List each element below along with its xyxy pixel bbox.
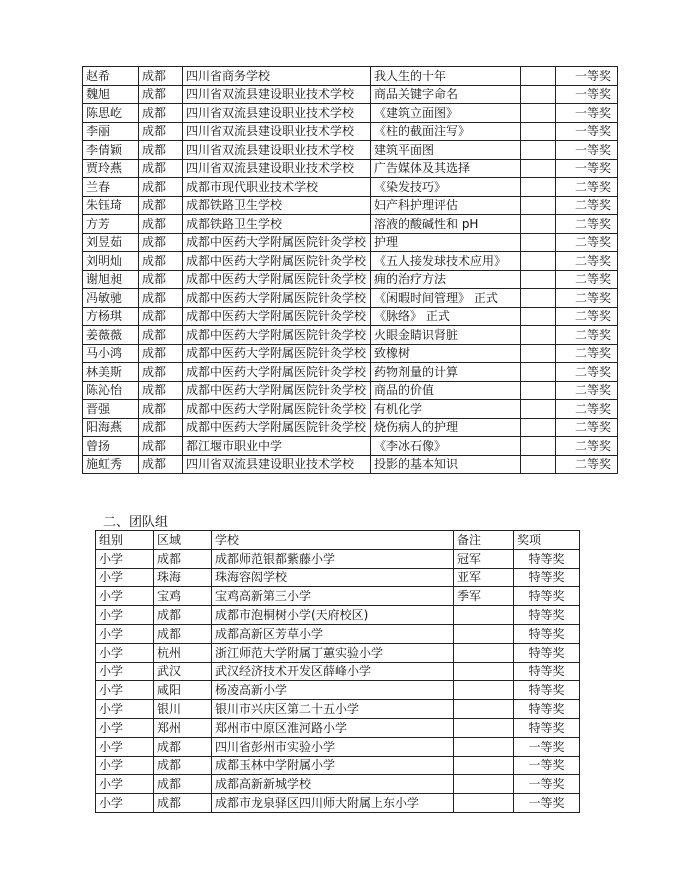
school-cell: 四川省双流县建设职业技术学校 xyxy=(183,159,371,178)
note-cell: 冠军 xyxy=(454,549,514,568)
school-cell: 成都中医药大学附属医院针灸学校 xyxy=(183,344,371,363)
school-cell: 成都市现代职业技术学校 xyxy=(183,178,371,197)
name-cell: 贾玲燕 xyxy=(83,159,139,178)
name-cell: 刘昱茹 xyxy=(83,233,139,252)
award-cell: 二等奖 xyxy=(556,270,618,289)
work-title-cell: 建筑平面图 xyxy=(371,141,521,160)
table-row xyxy=(96,681,580,700)
region-cell: 成都 xyxy=(139,437,183,456)
blank-cell xyxy=(521,289,556,308)
region-cell: 成都 xyxy=(139,455,183,474)
blank-cell xyxy=(521,252,556,271)
name-cell: 方芳 xyxy=(83,215,139,234)
region-cell: 成都 xyxy=(154,737,212,756)
name-cell: 陈沁怡 xyxy=(83,381,139,400)
work-title-cell: 妇产科护理评估 xyxy=(371,196,521,215)
group-cell: 小学 xyxy=(96,606,154,625)
table-row xyxy=(83,455,618,474)
work-title-cell: 《建筑立面图》 xyxy=(371,104,521,123)
table-row xyxy=(96,568,580,587)
region-cell: 珠海 xyxy=(154,568,212,587)
school-cell: 成都中医药大学附属医院针灸学校 xyxy=(183,418,371,437)
note-cell: 季军 xyxy=(454,587,514,606)
work-title-cell: 溶液的酸碱性和 pH xyxy=(371,215,521,234)
region-cell: 成都 xyxy=(139,363,183,382)
table-row xyxy=(83,141,618,160)
table-row xyxy=(83,178,618,197)
region-cell: 成都 xyxy=(139,326,183,345)
region-cell: 成都 xyxy=(139,85,183,104)
name-cell: 李倩颖 xyxy=(83,141,139,160)
group-cell: 小学 xyxy=(96,700,154,719)
award-cell: 特等奖 xyxy=(514,568,580,587)
school-cell: 成都铁路卫生学校 xyxy=(183,215,371,234)
name-cell: 谢旭昶 xyxy=(83,270,139,289)
blank-cell xyxy=(521,307,556,326)
name-cell: 魏旭 xyxy=(83,85,139,104)
award-cell: 二等奖 xyxy=(556,196,618,215)
table-row xyxy=(96,624,580,643)
blank-cell xyxy=(521,178,556,197)
name-cell: 朱钰琦 xyxy=(83,196,139,215)
table-row xyxy=(96,718,580,737)
award-cell: 二等奖 xyxy=(556,215,618,234)
blank-cell xyxy=(521,381,556,400)
table-row xyxy=(83,344,618,363)
work-title-cell: 痈的治疗方法 xyxy=(371,270,521,289)
award-cell: 二等奖 xyxy=(556,252,618,271)
school-cell: 四川省双流县建设职业技术学校 xyxy=(183,104,371,123)
table-row xyxy=(83,85,618,104)
table-row xyxy=(96,549,580,568)
region-cell: 成都 xyxy=(139,252,183,271)
award-cell: 二等奖 xyxy=(556,289,618,308)
region-cell: 成都 xyxy=(139,289,183,308)
work-title-cell: 致橡树 xyxy=(371,344,521,363)
school-cell: 成都铁路卫生学校 xyxy=(183,196,371,215)
region-cell: 成都 xyxy=(139,141,183,160)
award-cell: 一等奖 xyxy=(514,775,580,794)
group-cell: 小学 xyxy=(96,568,154,587)
name-cell: 兰春 xyxy=(83,178,139,197)
note-cell xyxy=(454,662,514,681)
team-awards-body xyxy=(96,549,580,812)
work-title-cell: 《柱的截面注写》 xyxy=(371,122,521,141)
award-cell: 二等奖 xyxy=(556,363,618,382)
group-cell: 小学 xyxy=(96,549,154,568)
name-cell: 冯敏驰 xyxy=(83,289,139,308)
award-cell: 二等奖 xyxy=(556,326,618,345)
name-cell: 姜薇薇 xyxy=(83,326,139,345)
blank-cell xyxy=(521,122,556,141)
note-cell xyxy=(454,624,514,643)
blank-cell xyxy=(521,455,556,474)
region-cell: 成都 xyxy=(139,159,183,178)
table-row xyxy=(83,326,618,345)
school-cell: 杨凌高新小学 xyxy=(212,681,454,700)
award-cell: 二等奖 xyxy=(556,455,618,474)
blank-cell xyxy=(521,85,556,104)
note-cell xyxy=(454,718,514,737)
name-cell: 陈思屹 xyxy=(83,104,139,123)
region-cell: 成都 xyxy=(139,381,183,400)
region-cell: 郑州 xyxy=(154,718,212,737)
work-title-cell: 《脉络》 正式 xyxy=(371,307,521,326)
region-cell: 成都 xyxy=(139,215,183,234)
award-cell: 一等奖 xyxy=(514,794,580,813)
award-cell: 一等奖 xyxy=(556,85,618,104)
section-title-team: 二、团队组 xyxy=(103,515,169,530)
blank-cell xyxy=(521,363,556,382)
note-cell xyxy=(454,700,514,719)
award-cell: 二等奖 xyxy=(556,344,618,363)
group-cell: 小学 xyxy=(96,587,154,606)
team-awards-table xyxy=(95,530,580,813)
table-row xyxy=(83,307,618,326)
award-cell: 一等奖 xyxy=(556,141,618,160)
award-cell: 特等奖 xyxy=(514,624,580,643)
name-cell: 刘明灿 xyxy=(83,252,139,271)
table-row xyxy=(83,437,618,456)
school-cell: 四川省双流县建设职业技术学校 xyxy=(183,85,371,104)
work-title-cell: 《闲暇时间管理》 正式 xyxy=(371,289,521,308)
school-cell: 成都中医药大学附属医院针灸学校 xyxy=(183,233,371,252)
group-cell: 小学 xyxy=(96,737,154,756)
blank-cell xyxy=(521,418,556,437)
header-note: 备注 xyxy=(454,531,514,550)
blank-cell xyxy=(521,104,556,123)
header-group: 组别 xyxy=(96,531,154,550)
group-cell: 小学 xyxy=(96,718,154,737)
region-cell: 成都 xyxy=(139,270,183,289)
group-cell: 小学 xyxy=(96,662,154,681)
award-cell: 一等奖 xyxy=(556,159,618,178)
region-cell: 咸阳 xyxy=(154,681,212,700)
table-row xyxy=(96,587,580,606)
school-cell: 四川省双流县建设职业技术学校 xyxy=(183,141,371,160)
work-title-cell: 药物剂量的计算 xyxy=(371,363,521,382)
school-cell: 成都中医药大学附属医院针灸学校 xyxy=(183,307,371,326)
work-title-cell: 火眼金睛识肾脏 xyxy=(371,326,521,345)
table-row xyxy=(83,381,618,400)
table-row xyxy=(96,643,580,662)
table-row xyxy=(96,737,580,756)
school-cell: 武汉经济技术开发区薛峰小学 xyxy=(212,662,454,681)
table-row xyxy=(83,104,618,123)
award-cell: 特等奖 xyxy=(514,643,580,662)
award-cell: 一等奖 xyxy=(514,737,580,756)
work-title-cell: 《五人接发球技术应用》 xyxy=(371,252,521,271)
table-row xyxy=(83,418,618,437)
school-cell: 都江堰市职业中学 xyxy=(183,437,371,456)
work-title-cell: 烧伤病人的护理 xyxy=(371,418,521,437)
team-header-row xyxy=(96,531,580,550)
award-cell: 二等奖 xyxy=(556,418,618,437)
name-cell: 施虹秀 xyxy=(83,455,139,474)
table-row xyxy=(83,252,618,271)
header-award: 奖项 xyxy=(514,531,580,550)
blank-cell xyxy=(521,326,556,345)
blank-cell xyxy=(521,196,556,215)
school-cell: 成都玉林中学附属小学 xyxy=(212,756,454,775)
blank-cell xyxy=(521,400,556,419)
work-title-cell: 我人生的十年 xyxy=(371,67,521,86)
award-cell: 一等奖 xyxy=(514,756,580,775)
region-cell: 成都 xyxy=(139,307,183,326)
region-cell: 成都 xyxy=(139,418,183,437)
table-row xyxy=(83,196,618,215)
note-cell: 亚军 xyxy=(454,568,514,587)
blank-cell xyxy=(521,159,556,178)
blank-cell xyxy=(521,233,556,252)
award-cell: 特等奖 xyxy=(514,700,580,719)
school-cell: 郑州市中原区淮河路小学 xyxy=(212,718,454,737)
group-cell: 小学 xyxy=(96,681,154,700)
note-cell xyxy=(454,775,514,794)
region-cell: 宝鸡 xyxy=(154,587,212,606)
award-cell: 一等奖 xyxy=(556,122,618,141)
note-cell xyxy=(454,737,514,756)
table-row xyxy=(96,794,580,813)
note-cell xyxy=(454,756,514,775)
blank-cell xyxy=(521,344,556,363)
individual-awards-table xyxy=(82,66,618,474)
school-cell: 成都中医药大学附属医院针灸学校 xyxy=(183,326,371,345)
region-cell: 成都 xyxy=(139,233,183,252)
region-cell: 成都 xyxy=(154,794,212,813)
award-cell: 二等奖 xyxy=(556,437,618,456)
group-cell: 小学 xyxy=(96,624,154,643)
header-region: 区域 xyxy=(154,531,212,550)
table-row xyxy=(96,606,580,625)
school-cell: 成都中医药大学附属医院针灸学校 xyxy=(183,270,371,289)
school-cell: 成都中医药大学附属医院针灸学校 xyxy=(183,289,371,308)
school-cell: 成都中医药大学附属医院针灸学校 xyxy=(183,381,371,400)
school-cell: 成都中医药大学附属医院针灸学校 xyxy=(183,363,371,382)
blank-cell xyxy=(521,437,556,456)
school-cell: 成都高新区芳草小学 xyxy=(212,624,454,643)
group-cell: 小学 xyxy=(96,756,154,775)
blank-cell xyxy=(521,270,556,289)
award-cell: 二等奖 xyxy=(556,400,618,419)
award-cell: 二等奖 xyxy=(556,233,618,252)
region-cell: 成都 xyxy=(139,122,183,141)
table-row xyxy=(83,159,618,178)
work-title-cell: 投影的基本知识 xyxy=(371,455,521,474)
work-title-cell: 有机化学 xyxy=(371,400,521,419)
school-cell: 四川省双流县建设职业技术学校 xyxy=(183,122,371,141)
blank-cell xyxy=(521,67,556,86)
award-cell: 一等奖 xyxy=(556,67,618,86)
school-cell: 成都中医药大学附属医院针灸学校 xyxy=(183,400,371,419)
name-cell: 方杨琪 xyxy=(83,307,139,326)
note-cell xyxy=(454,643,514,662)
school-cell: 银川市兴庆区第二十五小学 xyxy=(212,700,454,719)
name-cell: 曾扬 xyxy=(83,437,139,456)
region-cell: 成都 xyxy=(139,196,183,215)
region-cell: 成都 xyxy=(139,344,183,363)
region-cell: 成都 xyxy=(139,178,183,197)
region-cell: 成都 xyxy=(154,624,212,643)
school-cell: 宝鸡高新第三小学 xyxy=(212,587,454,606)
award-cell: 二等奖 xyxy=(556,307,618,326)
award-cell: 二等奖 xyxy=(556,381,618,400)
note-cell xyxy=(454,681,514,700)
work-title-cell: 商品关键字命名 xyxy=(371,85,521,104)
work-title-cell: 广告媒体及其选择 xyxy=(371,159,521,178)
region-cell: 成都 xyxy=(139,400,183,419)
table-row xyxy=(83,122,618,141)
work-title-cell: 护理 xyxy=(371,233,521,252)
school-cell: 珠海容闳学校 xyxy=(212,568,454,587)
award-cell: 特等奖 xyxy=(514,606,580,625)
region-cell: 武汉 xyxy=(154,662,212,681)
name-cell: 马小鸿 xyxy=(83,344,139,363)
individual-awards-body xyxy=(83,67,618,474)
work-title-cell: 《染发技巧》 xyxy=(371,178,521,197)
region-cell: 杭州 xyxy=(154,643,212,662)
award-cell: 一等奖 xyxy=(556,104,618,123)
school-cell: 成都师范银都紫藤小学 xyxy=(212,549,454,568)
region-cell: 银川 xyxy=(154,700,212,719)
work-title-cell: 《李冰石像》 xyxy=(371,437,521,456)
group-cell: 小学 xyxy=(96,775,154,794)
school-cell: 四川省彭州市实验小学 xyxy=(212,737,454,756)
award-cell: 特等奖 xyxy=(514,587,580,606)
region-cell: 成都 xyxy=(154,775,212,794)
award-cell: 特等奖 xyxy=(514,662,580,681)
region-cell: 成都 xyxy=(139,104,183,123)
blank-cell xyxy=(521,141,556,160)
group-cell: 小学 xyxy=(96,643,154,662)
table-row xyxy=(96,662,580,681)
table-row xyxy=(83,233,618,252)
table-row xyxy=(96,775,580,794)
school-cell: 成都中医药大学附属医院针灸学校 xyxy=(183,252,371,271)
school-cell: 四川省商务学校 xyxy=(183,67,371,86)
table-row xyxy=(83,400,618,419)
school-cell: 成都高新新城学校 xyxy=(212,775,454,794)
school-cell: 浙江师范大学附属丁蕙实验小学 xyxy=(212,643,454,662)
header-school: 学校 xyxy=(212,531,454,550)
region-cell: 成都 xyxy=(154,606,212,625)
region-cell: 成都 xyxy=(154,756,212,775)
region-cell: 成都 xyxy=(154,549,212,568)
note-cell xyxy=(454,606,514,625)
name-cell: 林美斯 xyxy=(83,363,139,382)
name-cell: 阳海燕 xyxy=(83,418,139,437)
group-cell: 小学 xyxy=(96,794,154,813)
name-cell: 赵希 xyxy=(83,67,139,86)
table-row xyxy=(83,363,618,382)
blank-cell xyxy=(521,215,556,234)
award-cell: 二等奖 xyxy=(556,178,618,197)
award-cell: 特等奖 xyxy=(514,681,580,700)
school-cell: 成都市龙泉驿区四川师大附属上东小学 xyxy=(212,794,454,813)
table-row xyxy=(83,270,618,289)
school-cell: 成都市泡桐树小学(天府校区) xyxy=(212,606,454,625)
table-row xyxy=(96,756,580,775)
table-row xyxy=(83,215,618,234)
name-cell: 晋强 xyxy=(83,400,139,419)
region-cell: 成都 xyxy=(139,67,183,86)
award-cell: 特等奖 xyxy=(514,549,580,568)
work-title-cell: 商品的价值 xyxy=(371,381,521,400)
table-row xyxy=(83,289,618,308)
table-row xyxy=(83,67,618,86)
name-cell: 李丽 xyxy=(83,122,139,141)
note-cell xyxy=(454,794,514,813)
table-row xyxy=(96,700,580,719)
school-cell: 四川省双流县建设职业技术学校 xyxy=(183,455,371,474)
award-cell: 特等奖 xyxy=(514,718,580,737)
